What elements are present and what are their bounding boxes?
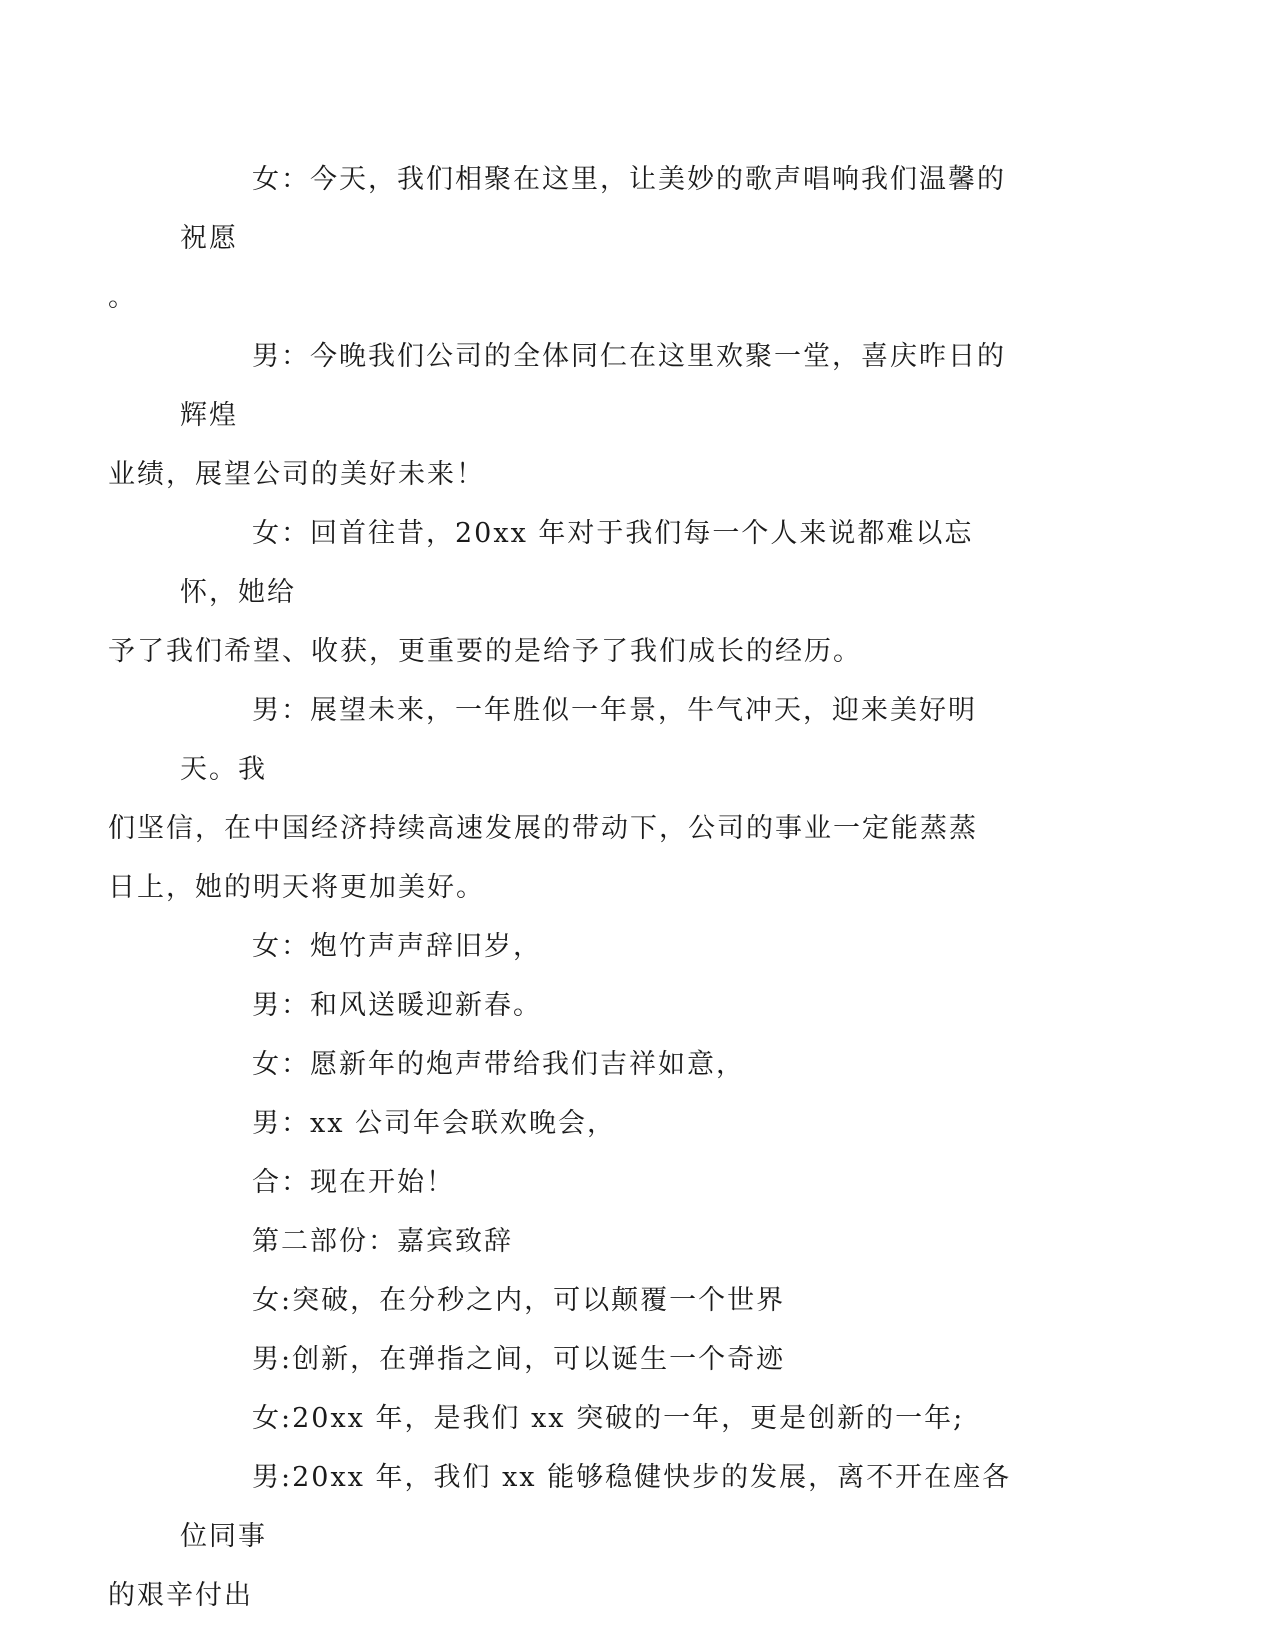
paragraph-line: 男：展望未来，一年胜似一年景，牛气冲天，迎来美好明天。我 [180, 695, 977, 785]
paragraph-line: 女：炮竹声声辞旧岁， [252, 931, 542, 962]
paragraph [108, 504, 1030, 681]
paragraph-line: 男：xx 公司年会联欢晚会， [252, 1108, 617, 1139]
paragraph-line: 男：和风送暖迎新春。 [252, 990, 542, 1021]
paragraph [108, 1448, 1030, 1625]
paragraph [180, 1330, 1030, 1389]
paragraph-line: 第二部份：嘉宾致辞 [252, 1226, 513, 1257]
paragraph [108, 150, 1030, 327]
paragraph-line: 男:创新，在弹指之间，可以诞生一个奇迹 [252, 1344, 786, 1375]
paragraph [180, 1094, 1030, 1153]
paragraph-line: 女：今天，我们相聚在这里，让美妙的歌声唱响我们温馨的祝愿 [180, 164, 1006, 254]
paragraph-line: 女:突破，在分秒之内，可以颠覆一个世界 [252, 1285, 786, 1316]
paragraph [180, 1153, 1030, 1212]
paragraph [180, 917, 1030, 976]
paragraph-line: 女：愿新年的炮声带给我们吉祥如意， [252, 1049, 745, 1080]
paragraph-line: 合：现在开始！ [252, 1167, 455, 1198]
paragraph-line: 男：今晚我们公司的全体同仁在这里欢聚一堂，喜庆昨日的辉煌 [180, 341, 1006, 431]
paragraph [180, 1035, 1030, 1094]
paragraph [108, 681, 1030, 917]
paragraph-line: 的艰辛付出 [108, 1580, 253, 1611]
paragraph-line: 予了我们希望、收获，更重要的是给予了我们成长的经历。 [108, 636, 862, 667]
paragraph-line: 。 [108, 282, 137, 313]
paragraph-line: 日上，她的明天将更加美好。 [108, 872, 485, 903]
paragraph [108, 327, 1030, 504]
paragraph [180, 1389, 1030, 1448]
paragraph-line: 业绩，展望公司的美好未来！ [108, 459, 485, 490]
paragraph-line: 女:20xx 年，是我们 xx 突破的一年，更是创新的一年; [252, 1403, 965, 1434]
document-page [108, 150, 1030, 1625]
paragraph [180, 976, 1030, 1035]
paragraph [180, 1271, 1030, 1330]
paragraph-line: 男:20xx 年，我们 xx 能够稳健快步的发展，离不开在座各位同事 [180, 1462, 1012, 1552]
section-heading [180, 1212, 1030, 1271]
paragraph-line: 女：回首往昔，20xx 年对于我们每一个人来说都难以忘怀，她给 [180, 518, 974, 608]
paragraph-line: 们坚信，在中国经济持续高速发展的带动下，公司的事业一定能蒸蒸 [108, 813, 978, 844]
